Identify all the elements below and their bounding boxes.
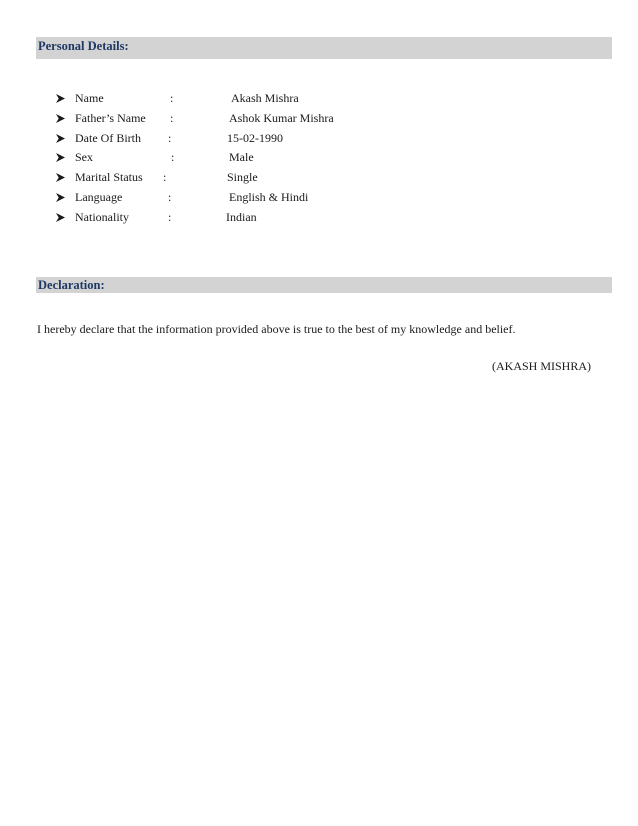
arrow-bullet-icon [56,148,65,162]
detail-separator: : [168,189,172,204]
arrow-bullet-icon [56,109,65,123]
detail-row-sex [0,148,638,168]
detail-label: Marital Status [75,170,143,185]
detail-value: Male [229,150,254,165]
detail-separator: : [171,150,175,165]
detail-value: Ashok Kumar Mishra [229,110,334,125]
detail-separator: : [163,170,167,185]
arrow-bullet-icon [56,129,65,143]
detail-row-date-of-birth [0,129,638,149]
detail-label: Nationality [75,209,129,224]
detail-label: Date Of Birth [75,130,141,145]
arrow-bullet-icon [56,208,65,222]
arrow-bullet-icon [56,188,65,202]
detail-value: 15-02-1990 [227,130,283,145]
detail-separator: : [168,209,172,224]
detail-value: English & Hindi [229,189,309,204]
detail-value: Indian [226,209,257,224]
detail-row-name [0,89,638,109]
detail-label: Father’s Name [75,110,146,125]
detail-separator: : [168,130,172,145]
arrow-bullet-icon [56,89,65,103]
detail-label: Name [75,91,104,105]
detail-value: Single [227,170,258,185]
detail-separator: : [170,91,174,105]
detail-label: Language [75,189,123,204]
detail-row-marital-status [0,168,638,188]
detail-label: Sex [75,150,93,165]
signature-name: (AKASH MISHRA) [491,359,591,373]
personal-details-list [0,89,638,228]
detail-separator: : [170,110,174,125]
declaration-text: I hereby declare that the information provided above is true to the best of my knowledge and belief. [37,322,516,336]
detail-row-nationality [0,208,638,228]
detail-row-fathers-name [0,109,638,129]
declaration-heading: Declaration: [36,277,612,293]
detail-value: Akash Mishra [231,91,299,105]
personal-details-heading: Personal Details: [36,37,612,59]
arrow-bullet-icon [56,168,65,182]
detail-row-language [0,188,638,208]
